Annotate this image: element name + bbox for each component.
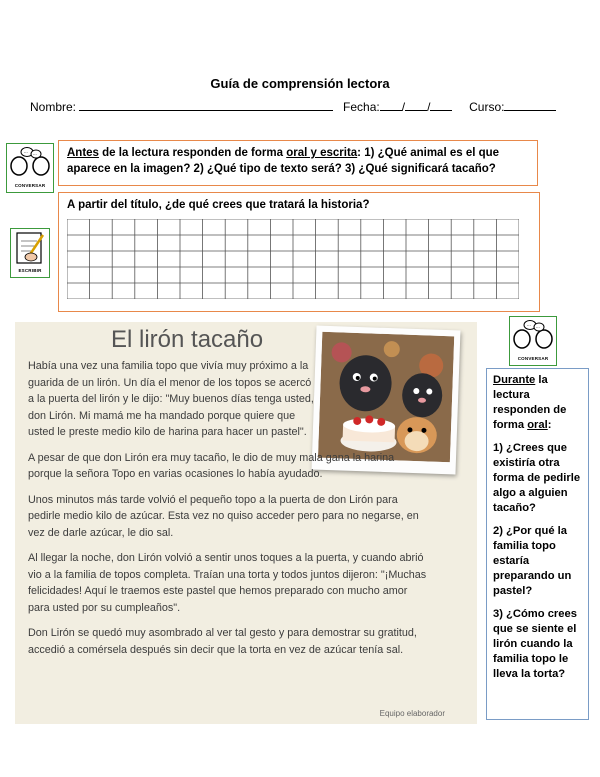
pre-reading-box — [58, 140, 538, 186]
story-paragraph: Unos minutos más tarde volvió el pequeño topo a la puerta de don Lirón para pedirle medio kilo de azúcar. Esta vez no quiso acceder pero para no negarse, en vez de darle azúcar, le dio sal. — [28, 493, 419, 539]
durante-label: Durante — [493, 374, 536, 386]
conversation-icon — [511, 317, 555, 355]
title-prediction-question: A partir del título, ¿de qué crees que tratará la historia? — [67, 199, 370, 211]
student-fields — [30, 100, 556, 114]
during-question: 2) ¿Por qué la familia topo estaría preparando un pastel? — [493, 525, 572, 597]
nombre-field[interactable] — [79, 100, 333, 111]
pictogram-label: CONVERSAR — [517, 356, 549, 361]
fecha-separator: / — [401, 100, 406, 114]
svg-text:···: ··· — [24, 150, 28, 155]
title-prediction-box — [58, 192, 540, 312]
fecha-year-field[interactable] — [430, 100, 452, 111]
story-credit: Equipo elaborador — [379, 709, 445, 718]
svg-text:···: ··· — [536, 325, 540, 330]
story-title: El lirón tacaño — [111, 326, 264, 353]
conversar-pictogram — [509, 316, 557, 366]
during-reading-intro — [493, 373, 582, 433]
escribir-pictogram — [10, 228, 50, 278]
pre-reading-text: de la lectura responden de forma — [98, 147, 287, 159]
curso-label: Curso: — [469, 100, 505, 114]
writing-icon — [13, 229, 47, 267]
oral-label: oral — [527, 419, 548, 431]
conversar-pictogram — [6, 143, 54, 193]
during-question: 3) ¿Cómo crees que se siente el lirón cuando la familia topo le lleva la torta? — [493, 608, 577, 680]
svg-text:···: ··· — [33, 152, 37, 157]
story-body — [28, 358, 427, 658]
moles-cake-illustration — [318, 332, 454, 463]
story-paragraph: Don Lirón se quedó muy asombrado al ver tal gesto y para demostrar su gratitud, accedió a comérsela después sin decir que la torta en vez de azúcar tenía sal. — [28, 627, 417, 656]
conversation-icon — [8, 144, 52, 182]
fecha-month-field[interactable] — [405, 100, 427, 111]
story-paragraph: A pesar de que don Lirón era muy tacaño, le dio de muy mala gana la harina porque la señora Topo en varias ocasiones lo había ayudado. — [28, 451, 395, 480]
svg-text:···: ··· — [527, 323, 531, 328]
story-paragraph: Había una vez una familia topo que vivía muy próximo a la guarida de un lirón. Un día el menor de los topos se acercó a la puerta del lirón y le dijo: "Muy buenos días tenga usted, don Lirón. Mi mamá me ha mandado porque quiere que usted le preste medio kilo de harina para hacer un pastel". — [28, 360, 314, 438]
page-title: Guía de comprensión lectora — [210, 76, 390, 91]
fecha-label: Fecha: — [343, 100, 380, 114]
during-intro-colon: : — [547, 419, 552, 431]
oral-escrita-label: oral y escrita — [286, 147, 358, 159]
fecha-separator: / — [427, 100, 431, 114]
nombre-label: Nombre: — [30, 100, 77, 114]
fecha-day-field[interactable] — [380, 100, 402, 111]
answer-grid[interactable] — [67, 219, 519, 299]
antes-label: Antes — [67, 147, 99, 159]
pictogram-label: ESCRIBIR — [18, 268, 42, 273]
story-panel — [15, 322, 477, 724]
pictogram-label: CONVERSAR — [14, 183, 46, 188]
during-reading-box — [486, 368, 589, 720]
during-intro-text: la lectura responden de forma — [493, 374, 567, 431]
during-question: 1) ¿Crees que existiría otra forma de pedirle algo a alguien tacaño? — [493, 442, 581, 514]
story-paragraph: Al llegar la noche, don Lirón volvió a sentir unos toques a la puerta, y cuando abrió vio a la familia de topos completa. Traían una torta y todos juntos dijeron: "¡Muchas felicidades! Aquí le traemos este pastel que hemos preparado con mucho amor para usted por su cumpleaños". — [28, 552, 427, 614]
curso-field[interactable] — [504, 100, 556, 111]
pre-reading-questions: : 1) ¿Qué animal es el que aparece en la imagen? 2) ¿Qué tipo de texto será? 3) ¿Qué significará tacaño? — [67, 147, 500, 175]
